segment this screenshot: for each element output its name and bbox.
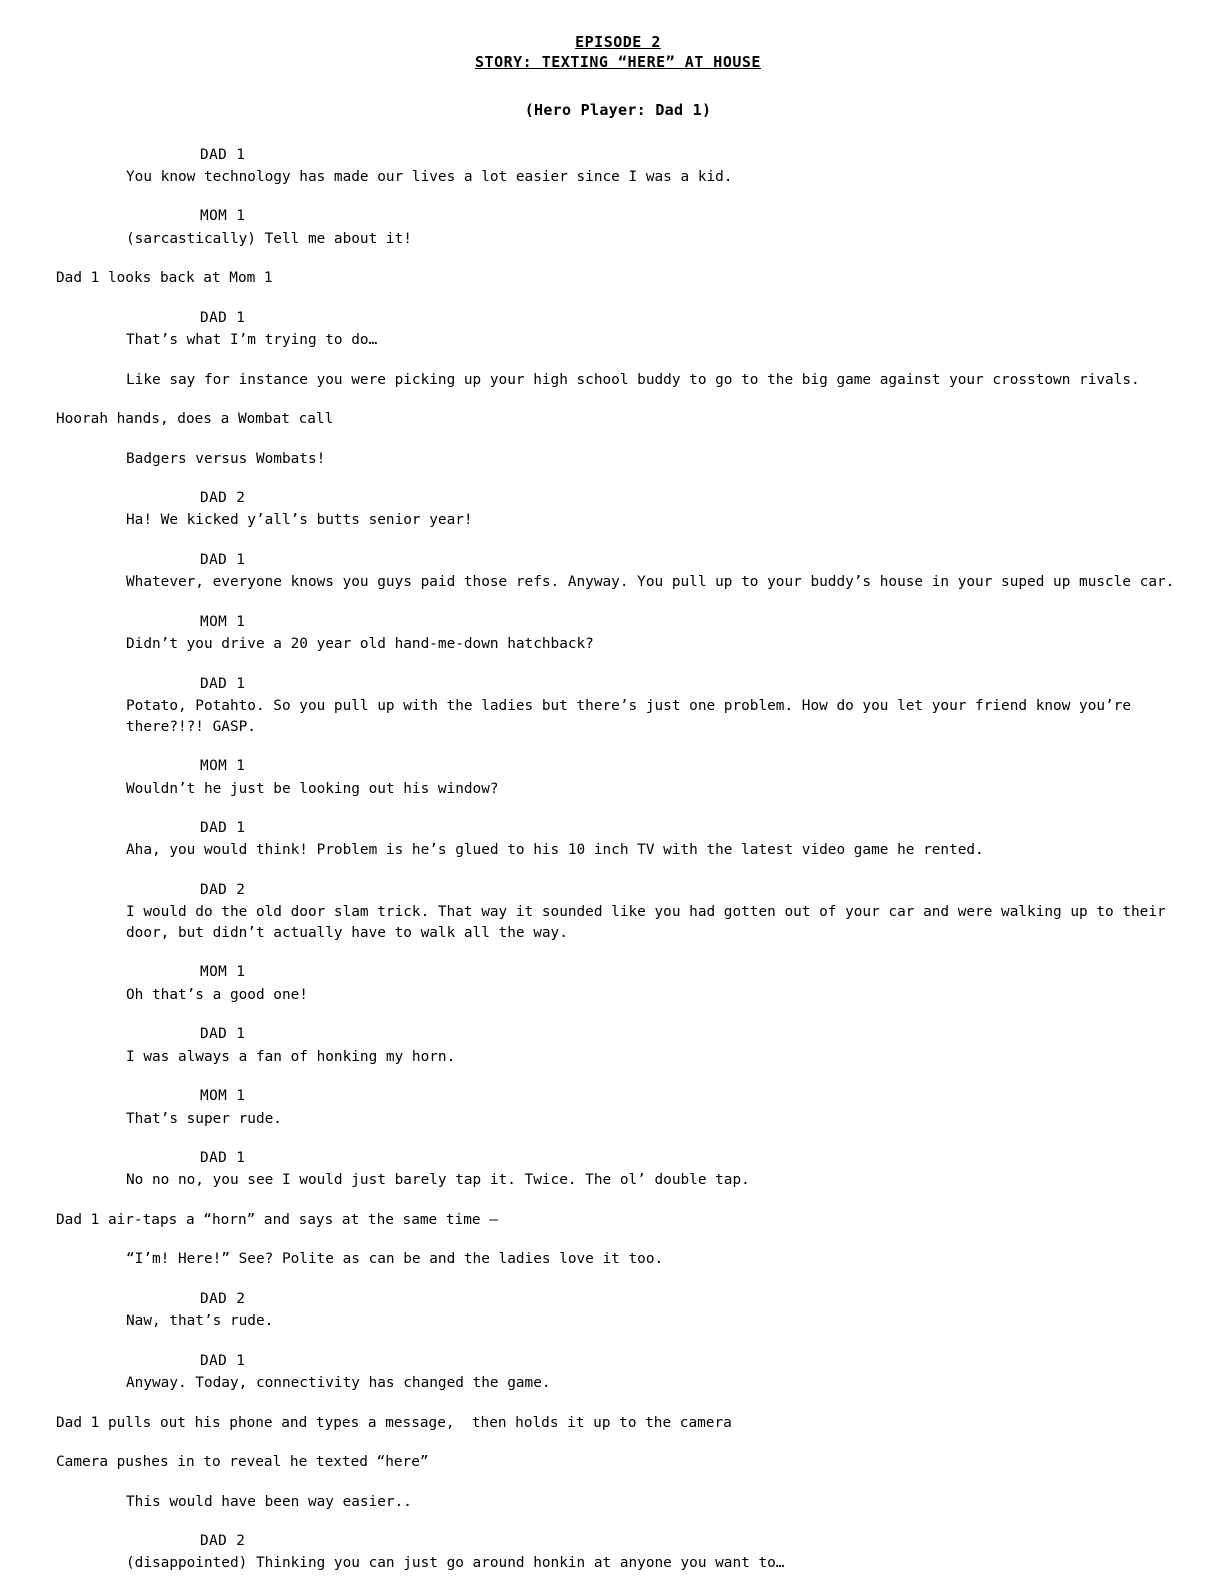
- character-cue: DAD 2: [200, 490, 246, 507]
- character-cue: DAD 1: [200, 146, 246, 163]
- dialogue-continued-line: This would have been way easier..: [126, 1493, 412, 1510]
- dialogue-continued-line: Like say for instance you were picking up your high school buddy to go to the big game against your crosstown rivals.: [126, 371, 1140, 388]
- story-title: STORY: TEXTING “HERE” AT HOUSE: [475, 53, 761, 72]
- hero-player-line: (Hero Player: Dad 1): [524, 100, 712, 119]
- dialogue-line: Oh that’s a good one!: [126, 986, 308, 1003]
- character-cue: DAD 1: [200, 1150, 246, 1166]
- dialogue-line: I would do the old door slam trick. That way it sounded like you had gotten out of your car and were walking up to their door, but didn’t actually have to walk all the way.: [126, 904, 1175, 941]
- episode-title: EPISODE 2: [575, 33, 661, 51]
- dialogue-line: Naw, that’s rude.: [126, 1313, 274, 1330]
- dialogue-line: Ha! We kicked y’all’s butts senior year!: [126, 512, 473, 529]
- dialogue-line: That’s super rude.: [126, 1110, 282, 1127]
- character-cue: DAD 2: [200, 881, 246, 898]
- action-line: Hoorah hands, does a Wombat call: [56, 411, 334, 428]
- dialogue-continued-line: Badgers versus Wombats!: [126, 450, 326, 467]
- action-line: Dad 1 looks back at Mom 1: [56, 270, 273, 287]
- dialogue-line: Potato, Potahto. So you pull up with the ladies but there’s just one problem. How do you let your friend know you’re there?!?! GASP.: [126, 698, 1140, 735]
- title-block: [56, 32, 1180, 73]
- action-line: Camera pushes in to reveal he texted “here”: [56, 1454, 429, 1471]
- character-cue: DAD 1: [200, 309, 246, 326]
- dialogue-line: No no no, you see I would just barely tap it. Twice. The ol’ double tap.: [126, 1172, 750, 1189]
- character-cue: MOM 1: [200, 208, 246, 225]
- character-cue: DAD 1: [200, 1026, 246, 1043]
- dialogue-line: That’s what I’m trying to do…: [126, 332, 378, 349]
- action-line: Dad 1 pulls out his phone and types a message, then holds it up to the camera: [56, 1414, 732, 1431]
- dialogue-line: Wouldn’t he just be looking out his window?: [126, 780, 499, 797]
- character-cue: DAD 1: [200, 1352, 246, 1369]
- character-cue: DAD 2: [200, 1290, 246, 1307]
- character-cue: DAD 1: [200, 820, 246, 837]
- dialogue-line: Didn’t you drive a 20 year old hand-me-down hatchback?: [126, 636, 594, 653]
- dialogue-line: Aha, you would think! Problem is he’s glued to his 10 inch TV with the latest video game he rented.: [126, 842, 984, 859]
- character-cue: DAD 1: [200, 675, 246, 692]
- script-body: [56, 145, 1180, 1574]
- dialogue-line: Anyway. Today, connectivity has changed the game.: [126, 1375, 551, 1392]
- dialogue-line: You know technology has made our lives a lot easier since I was a kid.: [126, 168, 733, 185]
- action-line: Dad 1 air-taps a “horn” and says at the same time –: [56, 1211, 498, 1228]
- dialogue-line: I was always a fan of honking my horn.: [126, 1048, 456, 1065]
- character-cue: MOM 1: [200, 758, 246, 775]
- dialogue-line: Whatever, everyone knows you guys paid those refs. Anyway. You pull up to your buddy’s house in your suped up muscle car.: [126, 574, 1175, 591]
- character-cue: DAD 2: [200, 1532, 246, 1549]
- dialogue-line: (disappointed) Thinking you can just go around honkin at anyone you want to…: [126, 1555, 785, 1572]
- character-cue: DAD 1: [200, 551, 246, 568]
- character-cue: MOM 1: [200, 1088, 246, 1105]
- character-cue: MOM 1: [200, 613, 246, 630]
- character-cue: MOM 1: [200, 964, 246, 981]
- dialogue-continued-line: “I’m! Here!” See? Polite as can be and the ladies love it too.: [126, 1251, 664, 1268]
- dialogue-line: (sarcastically) Tell me about it!: [126, 230, 412, 247]
